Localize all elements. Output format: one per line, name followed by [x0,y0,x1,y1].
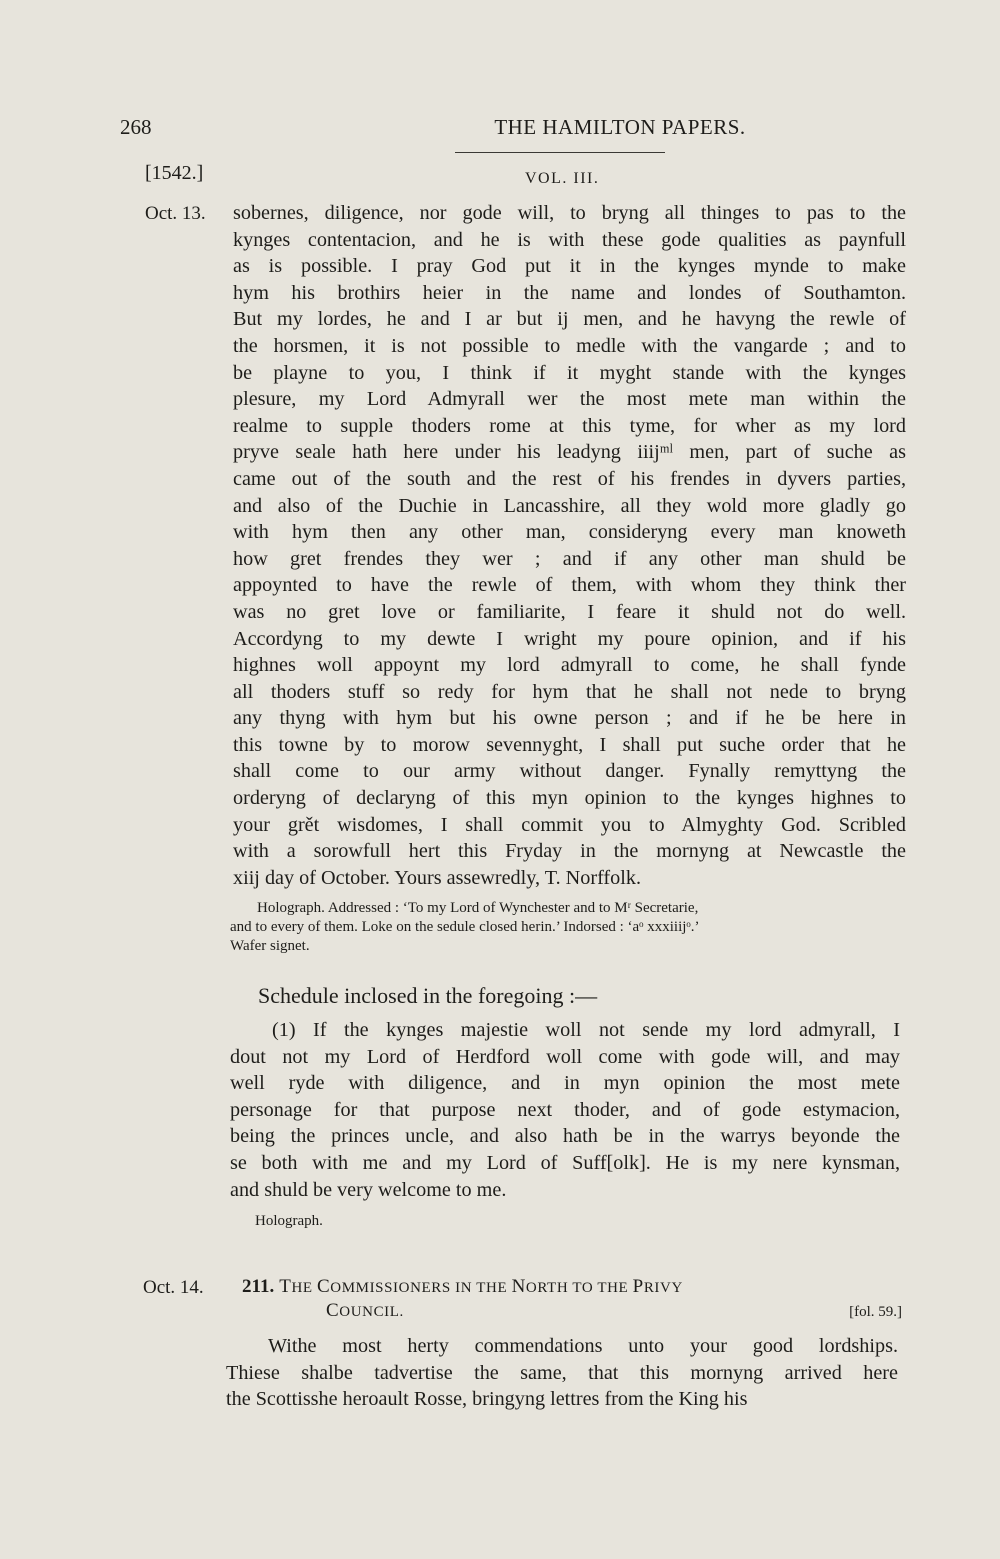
note-line: Wafer signet. [230,938,310,954]
note-line: and to every of them. Loke on the sedule closed herin.’ Indorsed : ‘aᵒ xxxiiijᵒ.’ [230,919,700,935]
text-line: being the princes uncle, and also hath be in the warrys beyonde the [230,1125,900,1148]
volume-label: VOL. III. [525,170,600,187]
text-line: your grět wisdomes, I shall commit you to Almyghty God. Scribled [233,813,906,836]
entry-body [226,1333,898,1413]
text-line: se both with me and my Lord of Suff[olk]. He is my nere kynsman, [230,1151,900,1174]
text-line: hym his brothirs heier in the name and londes of Southamton. [233,281,906,304]
page-number: 268 [120,115,152,139]
schedule-body [230,1017,900,1203]
text-line: personage for that purpose next thoder, and of gode estymacion, [230,1098,900,1121]
text-line: the horsmen, it is not possible to medle with the vangarde ; and to [233,334,906,357]
heading-text-part: OMMISSIONERS IN THE [330,1280,512,1296]
entry-heading-line-2 [242,1300,902,1324]
page-header [120,115,910,145]
text-line: shall come to our army without danger. Fynally remyttyng the [233,760,906,783]
entry-heading [242,1276,902,1324]
text-line: with hym then any other man, consideryng every man knoweth [233,521,906,544]
entry-heading-line-1 [242,1276,902,1300]
heading-text-part: RIVY [643,1280,683,1296]
text-line: was no gret love or familiarite, I feare it shuld not do well. [233,600,906,623]
heading-text-part: T [279,1276,292,1297]
text-line: this towne by to morow sevennyght, I shall put suche order that he [233,733,906,756]
heading-text-part: HE [291,1280,317,1296]
text-line: any thyng with hym but his owne person ; and if he be here in [233,707,906,730]
text-line: well ryde with diligence, and in myn opinion the most mete [230,1072,900,1095]
text-line: sobernes, diligence, nor gode will, to bryng all thinges to pas to the [233,202,906,224]
text-line: realme to supple thoders rome at this tyme, for wher as my lord [233,414,906,437]
text-line: dout not my Lord of Herdford woll come with gode will, and may [230,1045,900,1068]
margin-date-oct-14: Oct. 14. [143,1277,204,1298]
note-line: Holograph. Addressed : ‘To my Lord of Wynchester and to Mʳ Secretarie, [257,900,699,916]
text-line: Withe most herty commendations unto your good lordships. [268,1335,898,1357]
text-line: with a sorowfull hert this Fryday in the mornyng at Newcastle the [233,840,906,863]
text-line: pryve seale hath here under his leadyng iiijᵐˡ men, part of suche as [233,441,906,464]
heading-text-part: C [326,1300,340,1321]
entry-title-part-2 [326,1300,404,1321]
entry-title-part-1 [279,1276,683,1297]
header-rule [455,152,665,153]
text-line: and also of the Duchie in Lancasshire, all they wold more gladly go [233,494,906,517]
text-line: kynges contentacion, and he is with these gode qualities as paynfull [233,228,906,251]
text-line: xiij day of October. Yours assewredly, T. Norffolk. [233,866,641,889]
text-line: plesure, my Lord Admyrall wer the most mete man within the [233,388,906,411]
heading-text-part: N [511,1276,526,1297]
letter-endorsement-note [230,899,700,956]
running-title: THE HAMILTON PAPERS. [494,115,746,139]
margin-date-oct-13: Oct. 13. [145,203,206,224]
text-line: came out of the south and the rest of his frendes in dyvers parties, [233,467,906,490]
text-line: the Scottisshe heroault Rosse, bringyng lettres from the King his [226,1388,748,1411]
text-line: appoynted to have the rewle of them, with whom they think ther [233,574,906,597]
text-line: (1) If the kynges majestie woll not sende my lord admyrall, I [272,1019,900,1041]
entry-number: 211. [242,1276,275,1297]
schedule-heading: Schedule inclosed in the foregoing :— [258,983,598,1008]
letter-body [233,200,906,891]
heading-text-part: ORTH TO THE [525,1280,633,1296]
text-line: and shuld be very welcome to me. [230,1178,507,1201]
text-line: But my lordes, he and I ar but ij men, and he havyng the rewle of [233,308,906,331]
heading-text-part: C [316,1276,331,1297]
text-line: all thoders stuff so redy for hym that he shall not nede to bryng [233,680,906,703]
year-marker: [1542.] [145,162,204,184]
heading-text-part: P [632,1276,644,1297]
text-line: orderyng of declaryng of this myn opinion to the kynges highnes to [233,787,906,810]
text-line: how gret frendes they wer ; and if any other man shuld be [233,547,906,570]
text-line: as is possible. I pray God put it in the kynges mynde to make [233,255,906,278]
schedule-note: Holograph. [255,1213,323,1229]
text-line: be playne to you, I think if it myght stande with the kynges [233,361,906,384]
heading-text-part: OUNCIL. [339,1304,404,1320]
text-line: Accordyng to my dewte I wright my poure opinion, and if his [233,627,906,650]
folio-reference: [fol. 59.] [849,1304,902,1320]
text-line: Thiese shalbe tadvertise the same, that this mornyng arrived here [226,1361,898,1384]
text-line: highnes woll appoynt my lord admyrall to come, he shall fynde [233,654,906,677]
